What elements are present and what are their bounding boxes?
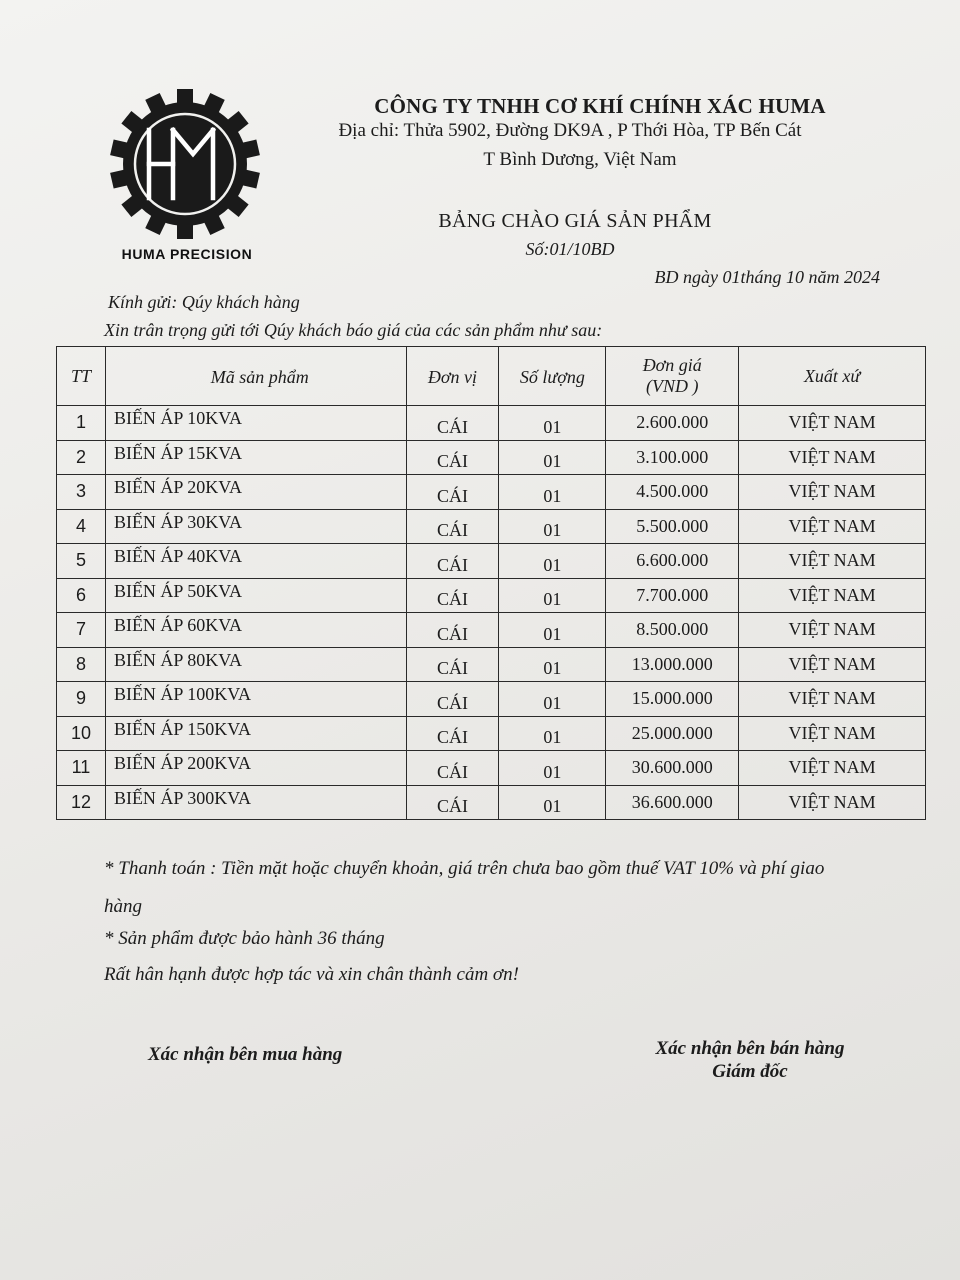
header-price-label: Đơn giá <box>642 355 702 375</box>
seller-confirmation: Xác nhận bên bán hàng <box>655 1038 845 1059</box>
header-price-unit: (VND ) <box>646 376 699 396</box>
cell-quantity-text: 01 <box>543 589 562 609</box>
document-number: Số:01/10BD <box>525 239 615 259</box>
cell-price <box>606 785 739 820</box>
cell-unit-text: CÁI <box>436 658 468 678</box>
cell-unit <box>406 716 499 751</box>
cell-price <box>606 613 739 648</box>
cell-quantity-text: 01 <box>543 520 562 540</box>
header-unit: Đơn vị <box>406 347 499 406</box>
cell-product-code-text: BIẾN ÁP 15KVA <box>113 442 242 463</box>
thanks-note: Rất hân hạnh được hợp tác và xin chân thành cảm ơn! <box>104 964 519 985</box>
cell-tt <box>57 647 106 682</box>
payment-note-continued: hàng <box>104 896 142 917</box>
cell-quantity-text: 01 <box>543 727 562 747</box>
cell-unit <box>406 682 499 717</box>
cell-origin-text: VIỆT NAM <box>788 722 876 743</box>
header-quantity: Số lượng <box>499 347 606 406</box>
cell-tt <box>57 613 106 648</box>
cell-quantity-text: 01 <box>543 796 562 816</box>
cell-tt-text: 3 <box>75 481 86 502</box>
cell-origin-text: VIỆT NAM <box>788 757 876 778</box>
warranty-note: * Sản phẩm được bảo hành 36 tháng <box>104 928 385 949</box>
cell-price <box>606 647 739 682</box>
cell-tt-text: 7 <box>75 619 86 640</box>
cell-quantity <box>499 785 606 820</box>
cell-product-code <box>105 682 406 717</box>
cell-origin-text: VIỆT NAM <box>788 446 876 467</box>
cell-price-text: 36.600.000 <box>631 791 713 812</box>
cell-product-code <box>105 647 406 682</box>
cell-origin-text: VIỆT NAM <box>788 412 876 433</box>
cell-origin <box>739 751 926 786</box>
cell-tt <box>57 716 106 751</box>
cell-price-text: 4.500.000 <box>636 481 709 502</box>
cell-price-text: 13.000.000 <box>631 653 713 674</box>
cell-price <box>606 544 739 579</box>
cell-quantity <box>499 578 606 613</box>
cell-price <box>606 682 739 717</box>
cell-tt <box>57 475 106 510</box>
table-row <box>57 475 926 510</box>
logo-caption: HUMA PRECISION <box>121 246 253 262</box>
cell-origin <box>739 406 926 441</box>
cell-product-code <box>105 544 406 579</box>
table-row <box>57 509 926 544</box>
cell-origin <box>739 578 926 613</box>
cell-tt <box>57 509 106 544</box>
cell-product-code <box>105 440 406 475</box>
cell-tt-text: 5 <box>75 550 86 571</box>
cell-price-text: 8.500.000 <box>636 619 709 640</box>
cell-origin <box>739 475 926 510</box>
cell-origin-text: VIỆT NAM <box>788 688 876 709</box>
cell-product-code <box>105 509 406 544</box>
cell-price-text: 25.000.000 <box>631 722 713 743</box>
gear-tooth <box>177 89 193 107</box>
cell-quantity <box>499 647 606 682</box>
cell-unit <box>406 475 499 510</box>
cell-price-text: 7.700.000 <box>636 584 709 605</box>
cell-origin <box>739 613 926 648</box>
cell-quantity <box>499 682 606 717</box>
intro-text: Xin trân trọng gửi tới Qúy khách báo giá của các sản phẩm như sau: <box>104 320 603 340</box>
cell-unit-text: CÁI <box>436 761 468 782</box>
table-row <box>57 716 926 751</box>
cell-origin <box>739 440 926 475</box>
header-price <box>606 347 739 406</box>
cell-tt <box>57 578 106 613</box>
cell-origin <box>739 785 926 820</box>
cell-product-code <box>105 751 406 786</box>
greeting: Kính gửi: Qúy khách hàng <box>108 292 300 312</box>
cell-unit <box>406 509 499 544</box>
cell-price <box>606 440 739 475</box>
cell-origin <box>739 544 926 579</box>
cell-tt-text: 1 <box>75 412 86 433</box>
cell-origin <box>739 647 926 682</box>
cell-unit <box>406 440 499 475</box>
cell-unit <box>406 647 499 682</box>
cell-unit <box>406 751 499 786</box>
cell-unit <box>406 578 499 613</box>
header-tt: TT <box>57 347 106 406</box>
cell-quantity <box>499 406 606 441</box>
table-row <box>57 751 926 786</box>
cell-tt <box>57 682 106 717</box>
table-row <box>57 613 926 648</box>
document-title: BẢNG CHÀO GIÁ SẢN PHẨM <box>438 210 712 232</box>
table-row <box>57 647 926 682</box>
price-table <box>56 346 926 820</box>
payment-note: * Thanh toán : Tiền mặt hoặc chuyển khoản, giá trên chưa bao gồm thuế VAT 10% và phí giao <box>104 858 825 879</box>
cell-origin <box>739 509 926 544</box>
cell-product-code <box>105 716 406 751</box>
buyer-confirmation: Xác nhận bên mua hàng <box>148 1044 343 1065</box>
cell-price-text: 6.600.000 <box>636 550 709 571</box>
cell-product-code-text: BIẾN ÁP 200KVA <box>113 753 251 773</box>
cell-price <box>606 406 739 441</box>
cell-price-text: 2.600.000 <box>636 412 709 433</box>
cell-tt <box>57 406 106 441</box>
header-origin: Xuất xứ <box>739 347 926 406</box>
cell-origin-text: VIỆT NAM <box>788 653 876 674</box>
address-line-2: T Bình Dương, Việt Nam <box>483 149 677 170</box>
cell-unit-text: CÁI <box>436 692 468 713</box>
cell-origin-text: VIỆT NAM <box>788 584 876 605</box>
cell-price <box>606 578 739 613</box>
cell-tt-text: 9 <box>75 688 86 709</box>
cell-product-code-text: BIẾN ÁP 60KVA <box>113 615 242 635</box>
cell-price <box>606 475 739 510</box>
cell-product-code-text: BIẾN ÁP 80KVA <box>113 649 242 670</box>
cell-price <box>606 751 739 786</box>
table-row <box>57 406 926 441</box>
cell-origin-text: VIỆT NAM <box>788 791 876 812</box>
cell-quantity <box>499 716 606 751</box>
cell-tt <box>57 440 106 475</box>
table-row <box>57 682 926 717</box>
cell-unit <box>406 613 499 648</box>
cell-unit-text: CÁI <box>436 623 468 644</box>
cell-unit <box>406 406 499 441</box>
seller-title: Giám đốc <box>712 1061 788 1082</box>
cell-product-code <box>105 613 406 648</box>
cell-quantity-text: 01 <box>543 692 562 713</box>
cell-tt <box>57 544 106 579</box>
company-logo <box>104 88 266 240</box>
table-row <box>57 578 926 613</box>
cell-quantity <box>499 751 606 786</box>
table-row <box>57 544 926 579</box>
cell-origin-text: VIỆT NAM <box>788 619 876 640</box>
cell-price-text: 5.500.000 <box>636 515 709 536</box>
cell-quantity <box>499 544 606 579</box>
cell-tt-text: 10 <box>70 722 91 743</box>
cell-origin-text: VIỆT NAM <box>788 550 876 571</box>
cell-unit-text: CÁI <box>436 796 468 816</box>
cell-unit-text: CÁI <box>436 554 468 575</box>
cell-quantity-text: 01 <box>543 658 562 678</box>
cell-product-code-text: BIẾN ÁP 100KVA <box>113 684 251 704</box>
cell-tt-text: 11 <box>71 757 91 778</box>
cell-origin-text: VIỆT NAM <box>788 515 876 536</box>
cell-product-code-text: BIẾN ÁP 150KVA <box>113 718 251 739</box>
cell-tt <box>57 785 106 820</box>
cell-tt-text: 6 <box>75 584 86 605</box>
cell-quantity <box>499 613 606 648</box>
cell-product-code-text: BIẾN ÁP 40KVA <box>113 546 242 566</box>
table-body <box>57 406 926 820</box>
cell-price <box>606 509 739 544</box>
cell-unit <box>406 785 499 820</box>
cell-unit-text: CÁI <box>436 485 468 506</box>
cell-origin <box>739 716 926 751</box>
cell-quantity-text: 01 <box>543 623 562 644</box>
cell-tt-text: 4 <box>75 515 86 536</box>
cell-unit-text: CÁI <box>436 451 468 471</box>
table-row <box>57 440 926 475</box>
cell-product-code-text: BIẾN ÁP 20KVA <box>113 477 242 497</box>
cell-tt-text: 2 <box>75 446 86 467</box>
cell-origin <box>739 682 926 717</box>
document-date: BD ngày 01tháng 10 năm 2024 <box>654 267 880 287</box>
cell-product-code-text: BIẾN ÁP 30KVA <box>113 511 242 532</box>
cell-tt-text: 12 <box>70 791 91 812</box>
cell-unit-text: CÁI <box>436 727 468 747</box>
cell-unit-text: CÁI <box>436 520 468 540</box>
cell-tt <box>57 751 106 786</box>
cell-product-code-text: BIẾN ÁP 300KVA <box>113 787 251 808</box>
gear-logo-icon <box>104 88 266 240</box>
cell-tt-text: 8 <box>75 653 86 674</box>
cell-quantity-text: 01 <box>543 554 562 575</box>
cell-quantity <box>499 475 606 510</box>
cell-quantity <box>499 440 606 475</box>
gear-tooth <box>177 221 193 239</box>
address-line-1: Địa chỉ: Thửa 5902, Đường DK9A , P Thới Hòa, TP Bến Cát <box>338 120 802 141</box>
cell-product-code <box>105 578 406 613</box>
cell-product-code-text: BIẾN ÁP 10KVA <box>113 408 242 428</box>
cell-quantity-text: 01 <box>543 451 562 471</box>
cell-price-text: 15.000.000 <box>631 688 713 709</box>
cell-price <box>606 716 739 751</box>
cell-unit-text: CÁI <box>436 416 468 437</box>
cell-origin-text: VIỆT NAM <box>788 481 876 502</box>
cell-product-code <box>105 406 406 441</box>
cell-quantity-text: 01 <box>543 761 562 782</box>
cell-price-text: 30.600.000 <box>631 757 713 778</box>
header-product-code: Mã sản phẩm <box>105 347 406 406</box>
cell-product-code-text: BIẾN ÁP 50KVA <box>113 580 242 601</box>
cell-unit <box>406 544 499 579</box>
cell-quantity <box>499 509 606 544</box>
cell-unit-text: CÁI <box>436 589 468 609</box>
cell-product-code <box>105 785 406 820</box>
cell-price-text: 3.100.000 <box>636 446 709 467</box>
cell-quantity-text: 01 <box>543 416 562 437</box>
cell-quantity-text: 01 <box>543 485 562 506</box>
company-name: CÔNG TY TNHH CƠ KHÍ CHÍNH XÁC HUMA <box>374 94 826 118</box>
table-row <box>57 785 926 820</box>
table-header-row <box>57 347 926 406</box>
cell-product-code <box>105 475 406 510</box>
